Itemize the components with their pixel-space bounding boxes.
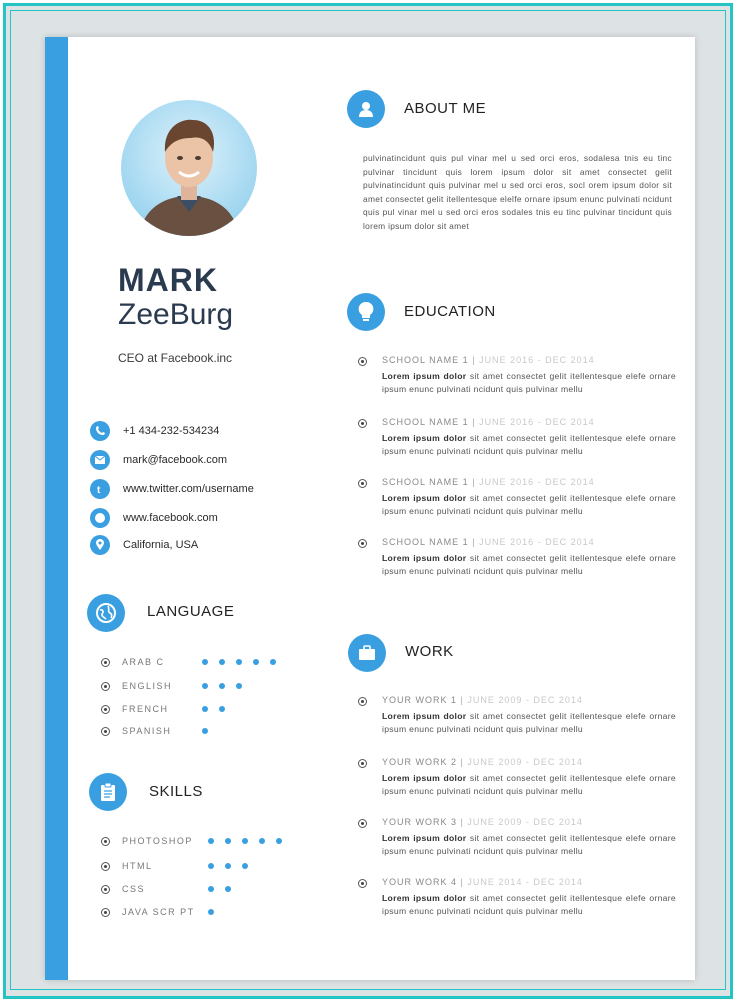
school-name: SCHOOL NAME 1 bbox=[382, 477, 469, 487]
level-dot bbox=[202, 683, 208, 689]
bullet-icon bbox=[101, 885, 110, 894]
entry-dates: JUNE 2016 - DEC 2014 bbox=[479, 417, 595, 427]
language-row bbox=[101, 680, 173, 692]
entry-header bbox=[382, 757, 583, 767]
entry-dates: JUNE 2009 - DEC 2014 bbox=[467, 757, 583, 767]
entry-lead: Lorem ipsum dolor bbox=[382, 773, 467, 783]
twitter-icon bbox=[90, 479, 110, 499]
entry-dates: JUNE 2016 - DEC 2014 bbox=[479, 355, 595, 365]
entry-lead: Lorem ipsum dolor bbox=[382, 711, 467, 721]
location-icon bbox=[90, 535, 110, 555]
entry-header bbox=[382, 477, 595, 487]
entry-separator: | bbox=[472, 537, 476, 547]
language-name: FRENCH bbox=[122, 704, 169, 714]
user-icon bbox=[347, 90, 385, 128]
bullet-icon bbox=[358, 419, 367, 428]
school-name: SCHOOL NAME 1 bbox=[382, 537, 469, 547]
accent-stripe bbox=[45, 37, 68, 980]
bullet-icon bbox=[358, 697, 367, 706]
entry-separator: | bbox=[460, 757, 464, 767]
first-name: MARK bbox=[118, 262, 218, 298]
contact-facebook[interactable] bbox=[90, 508, 218, 528]
bullet-icon bbox=[101, 705, 110, 714]
entry-lead: Lorem ipsum dolor bbox=[382, 371, 467, 381]
entry-lead: Lorem ipsum dolor bbox=[382, 493, 467, 503]
level-dot bbox=[202, 706, 208, 712]
level-dot bbox=[236, 683, 242, 689]
bullet-icon bbox=[101, 862, 110, 871]
level-dots bbox=[208, 838, 293, 844]
level-dot bbox=[202, 728, 208, 734]
entry-text: sit amet consectet gelit itellentesque elefe ornare ipsum enunc pulvinati ncidunt quis pulvinar mellu bbox=[382, 433, 676, 456]
entry-text: sit amet consectet gelit itellentesque elefe ornare ipsum enunc pulvinati ncidunt quis pulvinar mellu bbox=[382, 371, 676, 394]
entry-header bbox=[382, 695, 583, 705]
level-dot bbox=[242, 838, 248, 844]
mail-icon bbox=[90, 450, 110, 470]
level-dots bbox=[202, 683, 253, 689]
school-name: SCHOOL NAME 1 bbox=[382, 355, 469, 365]
contact-email[interactable] bbox=[90, 450, 227, 470]
bullet-icon bbox=[358, 879, 367, 888]
globe-icon bbox=[87, 594, 125, 632]
bullet-icon bbox=[101, 727, 110, 736]
level-dots bbox=[202, 706, 236, 712]
bullet-icon bbox=[358, 539, 367, 548]
work-title: WORK bbox=[405, 643, 454, 660]
entry-dates: JUNE 2016 - DEC 2014 bbox=[479, 477, 595, 487]
level-dot bbox=[236, 659, 242, 665]
entry-description bbox=[382, 832, 676, 858]
job-title: CEO at Facebook.inc bbox=[118, 351, 233, 365]
skill-row bbox=[101, 835, 193, 847]
entry-separator: | bbox=[472, 477, 476, 487]
entry-lead: Lorem ipsum dolor bbox=[382, 553, 467, 563]
bullet-icon bbox=[101, 908, 110, 917]
level-dot bbox=[259, 838, 265, 844]
level-dots bbox=[208, 886, 242, 892]
skill-name: JAVA SCR PT bbox=[122, 907, 195, 917]
level-dot bbox=[202, 659, 208, 665]
work-name: YOUR WORK 1 bbox=[382, 695, 458, 705]
skill-name: CSS bbox=[122, 884, 146, 894]
entry-text: sit amet consectet gelit itellentesque elefe ornare ipsum enunc pulvinati ncidunt quis pulvinar mellu bbox=[382, 893, 676, 916]
work-name: YOUR WORK 4 bbox=[382, 877, 458, 887]
entry-lead: Lorem ipsum dolor bbox=[382, 433, 467, 443]
entry-separator: | bbox=[460, 817, 464, 827]
level-dots bbox=[202, 728, 219, 734]
twitter-text[interactable]: www.twitter.com/username bbox=[123, 483, 254, 495]
phone-icon bbox=[90, 421, 110, 441]
entry-text: sit amet consectet gelit itellentesque elefe ornare ipsum enunc pulvinati ncidunt quis pulvinar mellu bbox=[382, 711, 676, 734]
language-name: SPANISH bbox=[122, 726, 172, 736]
level-dot bbox=[276, 838, 282, 844]
skill-name: HTML bbox=[122, 861, 153, 871]
bullet-icon bbox=[101, 682, 110, 691]
skill-row bbox=[101, 906, 195, 918]
education-title: EDUCATION bbox=[404, 303, 496, 320]
skill-row bbox=[101, 860, 153, 872]
contact-twitter[interactable] bbox=[90, 479, 254, 499]
entry-text: sit amet consectet gelit itellentesque elefe ornare ipsum enunc pulvinati ncidunt quis pulvinar mellu bbox=[382, 773, 676, 796]
level-dot bbox=[208, 886, 214, 892]
level-dots bbox=[202, 659, 287, 665]
entry-header bbox=[382, 417, 595, 427]
entry-dates: JUNE 2009 - DEC 2014 bbox=[467, 695, 583, 705]
level-dot bbox=[208, 838, 214, 844]
phone-text: +1 434-232-534234 bbox=[123, 425, 220, 437]
svg-text:t: t bbox=[97, 485, 101, 495]
entry-separator: | bbox=[460, 877, 464, 887]
entry-header bbox=[382, 355, 595, 365]
language-name: ARAB C bbox=[122, 657, 165, 667]
entry-text: sit amet consectet gelit itellentesque elefe ornare ipsum enunc pulvinati ncidunt quis pulvinar mellu bbox=[382, 833, 676, 856]
location-text: California, USA bbox=[123, 539, 199, 551]
level-dot bbox=[219, 706, 225, 712]
level-dot bbox=[225, 863, 231, 869]
work-name: YOUR WORK 3 bbox=[382, 817, 458, 827]
entry-dates: JUNE 2009 - DEC 2014 bbox=[467, 817, 583, 827]
level-dot bbox=[270, 659, 276, 665]
bullet-icon bbox=[101, 837, 110, 846]
level-dots bbox=[208, 863, 259, 869]
entry-separator: | bbox=[460, 695, 464, 705]
language-row bbox=[101, 725, 172, 737]
level-dot bbox=[219, 683, 225, 689]
level-dots bbox=[208, 909, 225, 915]
entry-text: sit amet consectet gelit itellentesque elefe ornare ipsum enunc pulvinati ncidunt quis pulvinar mellu bbox=[382, 493, 676, 516]
clipboard-icon bbox=[89, 773, 127, 811]
entry-description bbox=[382, 552, 676, 578]
contact-location bbox=[90, 535, 198, 555]
skills-title: SKILLS bbox=[149, 783, 203, 800]
briefcase-icon bbox=[348, 634, 386, 672]
facebook-icon bbox=[90, 508, 110, 528]
bullet-icon bbox=[358, 819, 367, 828]
entry-dates: JUNE 2016 - DEC 2014 bbox=[479, 537, 595, 547]
work-name: YOUR WORK 2 bbox=[382, 757, 458, 767]
lightbulb-icon bbox=[347, 293, 385, 331]
bullet-icon bbox=[358, 759, 367, 768]
language-row bbox=[101, 656, 165, 668]
level-dot bbox=[208, 909, 214, 915]
entry-header bbox=[382, 877, 583, 887]
entry-lead: Lorem ipsum dolor bbox=[382, 893, 467, 903]
level-dot bbox=[253, 659, 259, 665]
bullet-icon bbox=[101, 658, 110, 667]
level-dot bbox=[208, 863, 214, 869]
last-name: ZeeBurg bbox=[118, 298, 234, 331]
entry-header bbox=[382, 817, 583, 827]
entry-header bbox=[382, 537, 595, 547]
about-title: ABOUT ME bbox=[404, 100, 487, 117]
bullet-icon bbox=[358, 479, 367, 488]
facebook-text[interactable]: www.facebook.com bbox=[123, 512, 218, 524]
language-title: LANGUAGE bbox=[147, 603, 235, 620]
language-row bbox=[101, 703, 169, 715]
entry-dates: JUNE 2014 - DEC 2014 bbox=[467, 877, 583, 887]
entry-description bbox=[382, 370, 676, 396]
entry-text: sit amet consectet gelit itellentesque elefe ornare ipsum enunc pulvinati ncidunt quis pulvinar mellu bbox=[382, 553, 676, 576]
entry-description bbox=[382, 710, 676, 736]
language-name: ENGLISH bbox=[122, 681, 173, 691]
entry-separator: | bbox=[472, 417, 476, 427]
skill-name: PHOTOSHOP bbox=[122, 836, 193, 846]
entry-description bbox=[382, 492, 676, 518]
about-text: pulvinatincidunt quis pul vinar mel u sed orci eros, sodalesa tnis eu tinc pulvinar tincidunt quis lorem ipsum dolor sit amet consectet gelit pulvinatincidunt quis pulvinar mel u sed orci eros, socl orem ipsum dolor sit amet consectet gelit itellentesque elelfe ornare ipsum enunc pulvinati ncidunt quis pul vinar mel u sed orci eros sodales tnis eu tinc pulvinar tincidunt quis lorem ipsum dolor sit amet bbox=[363, 153, 672, 231]
level-dot bbox=[225, 838, 231, 844]
level-dot bbox=[219, 659, 225, 665]
bullet-icon bbox=[358, 357, 367, 366]
entry-description bbox=[382, 772, 676, 798]
skill-row bbox=[101, 883, 146, 895]
level-dot bbox=[225, 886, 231, 892]
entry-lead: Lorem ipsum dolor bbox=[382, 833, 467, 843]
email-text[interactable]: mark@facebook.com bbox=[123, 454, 228, 466]
school-name: SCHOOL NAME 1 bbox=[382, 417, 469, 427]
profile-photo bbox=[121, 100, 257, 236]
entry-description bbox=[382, 892, 676, 918]
entry-separator: | bbox=[472, 355, 476, 365]
level-dot bbox=[242, 863, 248, 869]
contact-phone bbox=[90, 421, 219, 441]
entry-description bbox=[382, 432, 676, 458]
